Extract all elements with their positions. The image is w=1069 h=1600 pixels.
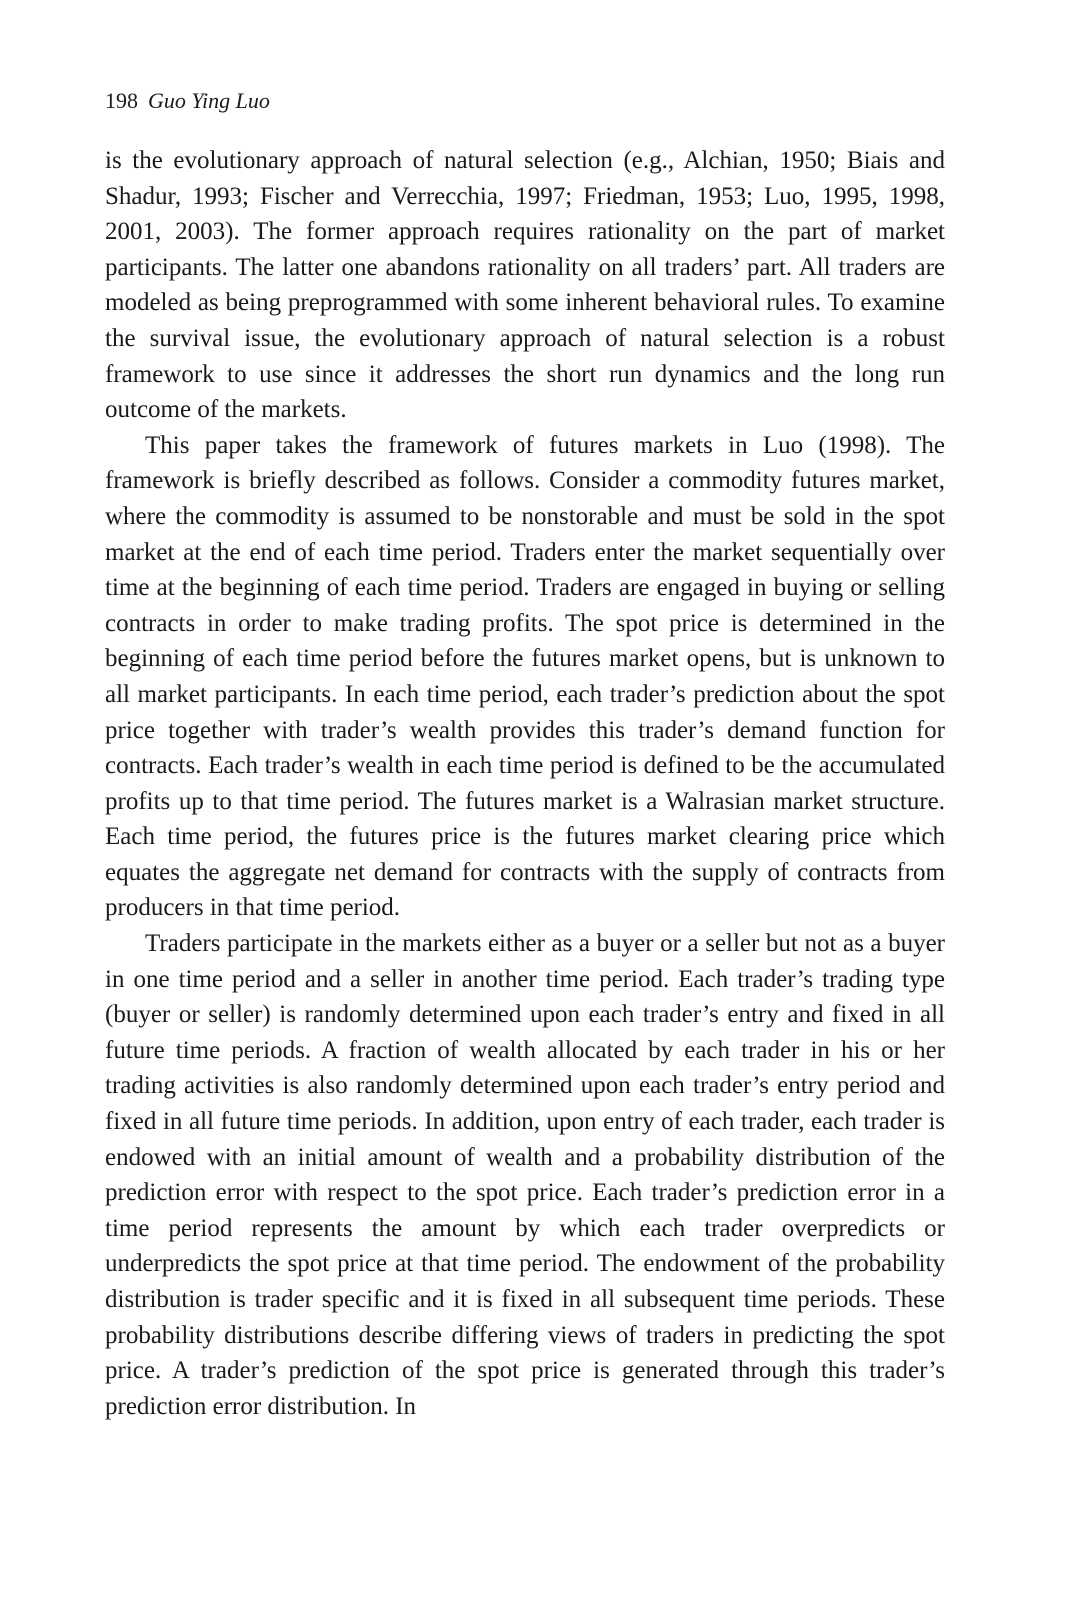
body-text [105, 143, 945, 1424]
paragraph-framework: This paper takes the framework of futures markets in Luo (1998). The framework is briefly described as follows. Consider a commodity futures market, where the commodity is assumed to be nonstorable and must be sold in the spot market at the end of each time period. Traders enter the market sequentially over time at the beginning of each time period. Traders are engaged in buying or selling contracts in order to make trading profits. The spot price is determined in the beginning of each time period before the futures market opens, but is unknown to all market participants. In each time period, each trader’s prediction about the spot price together with trader’s wealth provides this trader’s demand function for contracts. Each trader’s wealth in each time period is defined to be the accumulated profits up to that time period. The futures market is a Walrasian market structure. Each time period, the futures price is the futures market clearing price which equates the aggregate net demand for contracts with the supply of contracts from producers in that time period. [105, 431, 945, 922]
page-number: 198 [105, 88, 138, 113]
paragraph-traders: Traders participate in the markets either as a buyer or a seller but not as a buyer in one time period and a seller in another time period. Each trader’s trading type (buyer or seller) is randomly determined upon each trader’s entry and fixed in all future time periods. A fraction of wealth allocated by each trader in his or her trading activities is also randomly determined upon each trader’s entry period and fixed in all future time periods. In addition, upon entry of each trader, each trader is endowed with an initial amount of wealth and a probability distribution of the prediction error with respect to the spot price. Each trader’s prediction error in a time period represents the amount by which each trader overpredicts or underpredicts the spot price at that time period. The endowment of the probability distribution is trader specific and it is fixed in all subsequent time periods. These probability distributions describe differing views of traders in predicting the spot price. A trader’s prediction of the spot price is generated through this trader’s prediction error distribution. In [105, 930, 945, 1420]
running-head-author: Guo Ying Luo [148, 88, 270, 113]
paragraph-continued: is the evolutionary approach of natural selection (e.g., Alchian, 1950; Biais and Shadur, 1993; Fischer and Verrecchia, 1997; Friedman, 1953; Luo, 1995, 1998, 2001, 2003). The former approach requires rationality on the part of market participants. The latter one abandons rationality on all traders’ part. All traders are modeled as being preprogrammed with some inherent behavioral rules. To examine the survival issue, the evolutionary approach of natural selection is a robust framework to use since it addresses the short run dynamics and the long run outcome of the markets. [105, 147, 945, 424]
running-head [105, 86, 270, 116]
